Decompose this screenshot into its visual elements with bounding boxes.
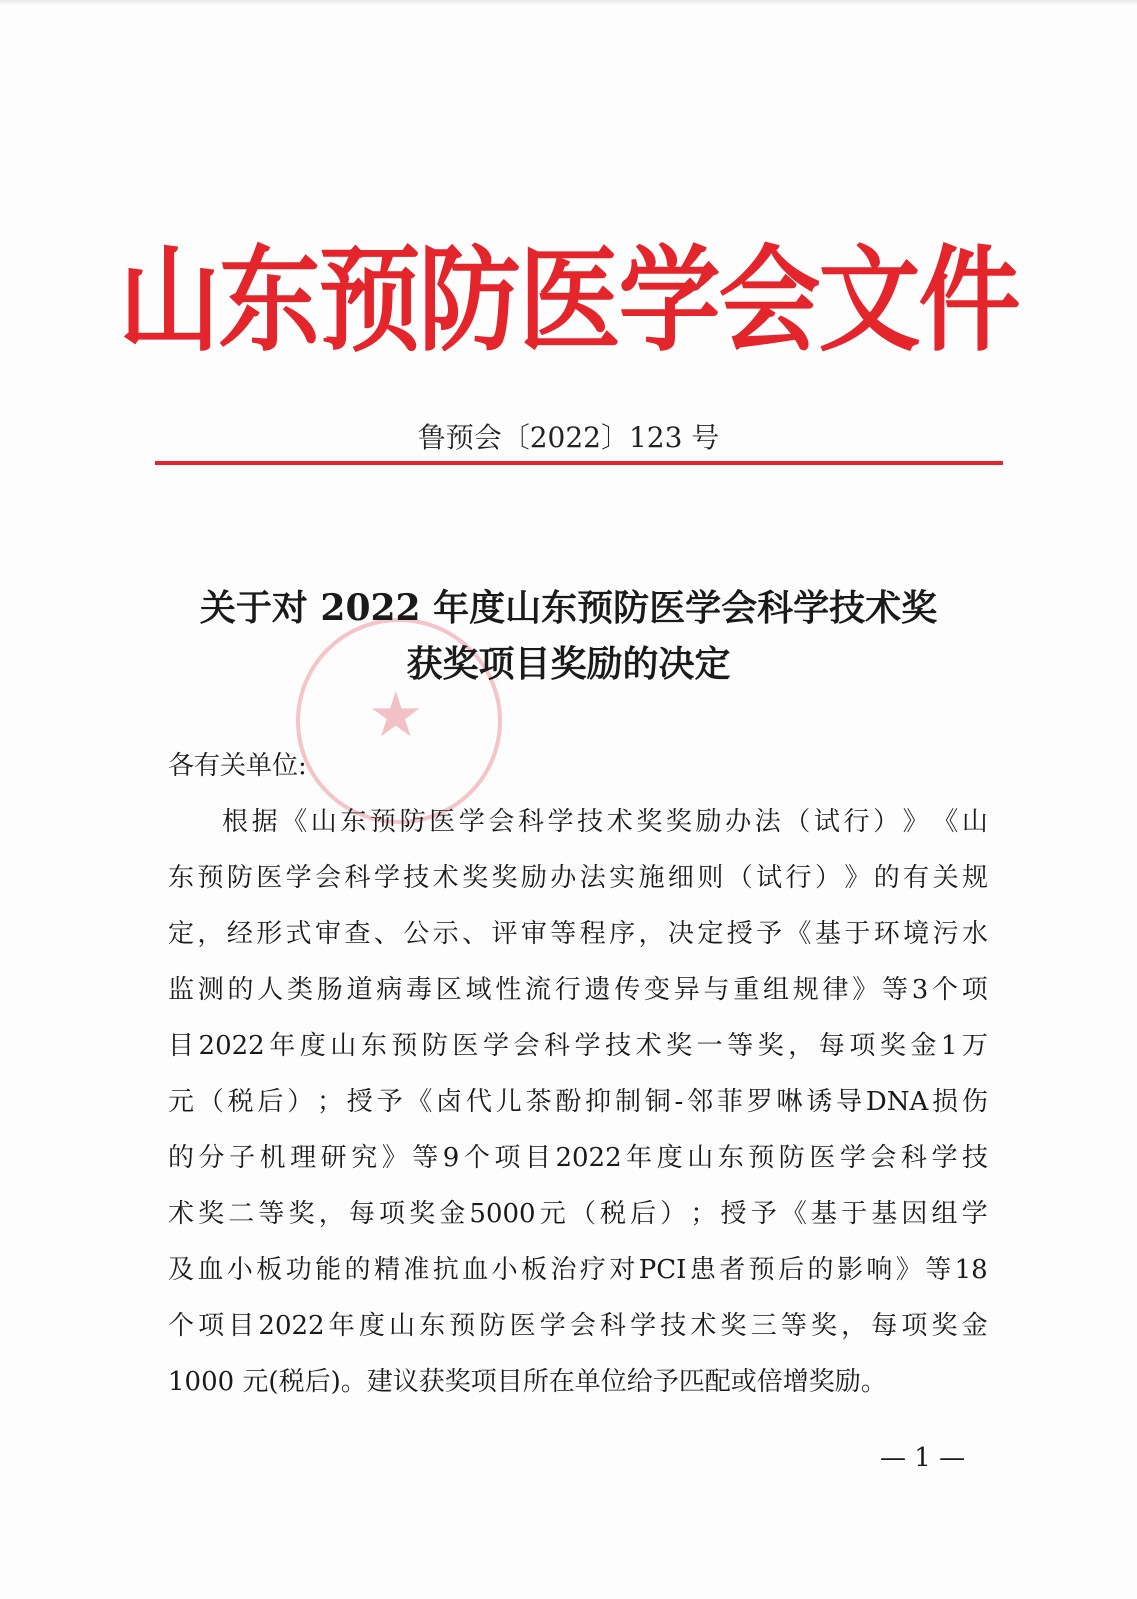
body-line: 监 测 的 人 类 肠 道 病 毒 区 域 性 流 行 遗 传 变 异 与 重 组 规 律 》 等 3 个 项 [168, 975, 988, 1005]
body-line: 个 项 目 2022 年 度 山 东 预 防 医 学 会 科 学 技 术 奖 三 等 奖 ， 每 项 奖 金 [168, 1311, 988, 1341]
title-line-1: 关于对 2022 年度山东预防医学会科学技术奖 [199, 587, 938, 629]
body-line: 的 分 子 机 理 研 究 》 等 9 个 项 目 2022 年 度 山 东 预 防 医 学 会 科 学 技 [168, 1143, 988, 1173]
document-title [0, 580, 1137, 692]
salutation: 各有关单位: [168, 751, 307, 781]
title-line-2: 获奖项目奖励的决定 [406, 643, 731, 685]
body-line: 1000 元(税后)。建议获奖项目所在单位给予匹配或倍增奖励。 [168, 1367, 887, 1397]
body-line: 目 2022 年 度 山 东 预 防 医 学 会 科 学 技 术 奖 一 等 奖 ， 每 项 奖 金 1 万 [168, 1031, 988, 1061]
seal-star-icon: ★ [368, 678, 424, 751]
body-paragraph [168, 794, 988, 1410]
document-number: 鲁预会〔2022〕123 号 [417, 421, 720, 454]
body-line: 东 预 防 医 学 会 科 学 技 术 奖 奖 励 办 法 实 施 细 则 （ 试 行 ） 》 的 有 关 规 [168, 863, 988, 893]
page-number: — 1 — [880, 1443, 966, 1473]
org-header-title: 山东预防医学会文件 [118, 234, 1019, 369]
scan-edge [0, 0, 1137, 6]
body-line: 定 ， 经 形 式 审 查 、 公 示 、 评 审 等 程 序 ， 决 定 授 予 《 基 于 环 境 污 水 [168, 919, 988, 949]
body-line: 及 血 小 板 功 能 的 精 准 抗 血 小 板 治 疗 对 PCI 患 者 预 后 的 影 响 》 等 18 [168, 1255, 988, 1285]
body-line: 根 据 《 山 东 预 防 医 学 会 科 学 技 术 奖 奖 励 办 法 （ 试 行 ） 》 《 山 [222, 807, 988, 837]
body-line: 元 （ 税 后 ） ； 授 予 《 卤 代 儿 茶 酚 抑 制 铜 - 邻 菲 罗 啉 诱 导 DNA 损 伤 [168, 1087, 988, 1117]
body-line: 术 奖 二 等 奖 ， 每 项 奖 金 5000 元 （ 税 后 ） ； 授 予 《 基 于 基 因 组 学 [168, 1199, 988, 1229]
header-divider [155, 461, 1003, 465]
